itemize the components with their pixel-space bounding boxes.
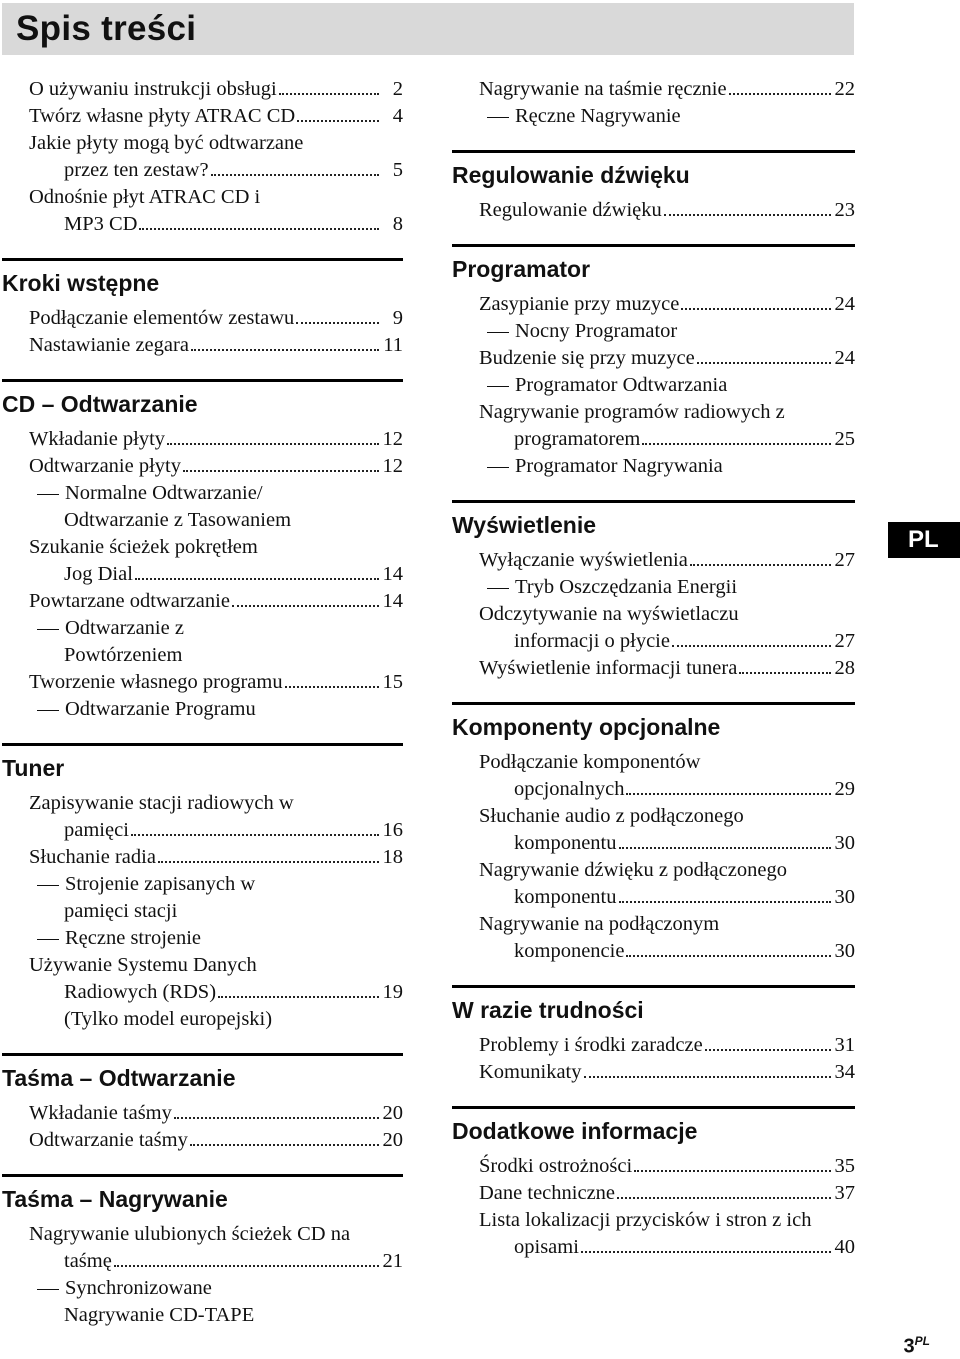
- toc-subentry-text: Nagrywanie CD-TAPE: [64, 1304, 255, 1326]
- dot-leader: [139, 228, 379, 230]
- toc-subentry: [2, 925, 403, 952]
- toc-section: [2, 1174, 403, 1329]
- toc-page-number: 19: [382, 981, 403, 1003]
- toc-entry-text: pamięci: [64, 819, 129, 841]
- toc-entry-line: [29, 332, 403, 359]
- section-heading: Tuner: [2, 743, 403, 784]
- toc-section-intro: [2, 76, 403, 238]
- dot-leader: [131, 834, 379, 836]
- toc-entry: [2, 130, 403, 184]
- em-dash: [37, 1289, 59, 1290]
- section-heading: Komponenty opcjonalne: [452, 702, 855, 743]
- toc-subentry: [2, 696, 403, 723]
- dot-leader: [279, 93, 379, 95]
- page-title: Spis treści: [16, 9, 197, 48]
- toc-entry-text: informacji o płycie: [514, 630, 670, 652]
- toc-entry-line: [479, 291, 855, 318]
- dot-leader: [681, 308, 831, 310]
- section-heading: Programator: [452, 244, 855, 285]
- toc-subentry-text: Programator Nagrywania: [515, 455, 723, 477]
- dot-leader: [619, 847, 832, 849]
- toc-entry-line: [479, 857, 855, 884]
- title-bar: [2, 3, 854, 55]
- toc-entry-text: przez ten zestaw?: [64, 159, 209, 181]
- toc-entry-text: MP3 CD: [64, 213, 138, 235]
- toc-subentry: [2, 871, 403, 898]
- toc-entry-line: [479, 803, 855, 830]
- toc-section: [452, 150, 855, 224]
- toc-entry-text: Odczytywanie na wyświetlaczu: [479, 603, 739, 625]
- toc-entry: [2, 426, 403, 453]
- toc-entry-line: [29, 790, 403, 817]
- toc-entry-text: opcjonalnych: [514, 778, 625, 800]
- toc-entry-line: [29, 426, 403, 453]
- toc-entry: [452, 76, 855, 103]
- toc-entry: [2, 76, 403, 103]
- toc-page-number: 23: [834, 199, 855, 221]
- toc-entry-text: Słuchanie radia: [29, 846, 156, 868]
- toc-note-text: (Tylko model europejski): [64, 1008, 273, 1030]
- toc-page-number: 28: [834, 657, 855, 679]
- toc-entry-text: Używanie Systemu Danych: [29, 954, 257, 976]
- dot-leader: [158, 861, 379, 863]
- toc-entry-text: Wkładanie płyty: [29, 428, 166, 450]
- toc-entry-text: Nagrywanie na podłączonym: [479, 913, 720, 935]
- toc-entry: [452, 655, 855, 682]
- toc-page-number: 25: [834, 428, 855, 450]
- toc-subentry-text: Normalne Odtwarzanie/: [65, 482, 263, 504]
- toc-entry-line: [479, 345, 855, 372]
- toc-entry-text: Szukanie ścieżek pokrętłem: [29, 536, 258, 558]
- toc-entry: [2, 669, 403, 696]
- toc-entry: [2, 1221, 403, 1275]
- dot-leader: [167, 443, 379, 445]
- toc-entry: [452, 857, 855, 911]
- toc-page-number: 37: [834, 1182, 855, 1204]
- em-dash: [37, 939, 59, 940]
- toc-subentry: [452, 318, 855, 345]
- toc-entry-text: Podłączanie elementów zestawu: [29, 307, 295, 329]
- toc-page-number: 34: [834, 1061, 855, 1083]
- toc-subentry: [452, 372, 855, 399]
- toc-entry-text: Zasypianie przy muzyce: [479, 293, 680, 315]
- toc-entry-line: [29, 1100, 403, 1127]
- dot-leader: [190, 1144, 379, 1146]
- toc-entry-line: [29, 130, 403, 157]
- dot-leader: [626, 955, 831, 957]
- toc-page-number: 15: [382, 671, 403, 693]
- em-dash: [487, 117, 509, 118]
- dot-leader: [581, 1251, 831, 1253]
- toc-subentry-text: Synchronizowane: [65, 1277, 212, 1299]
- toc-entry-line: [479, 911, 855, 938]
- dot-leader: [232, 605, 379, 607]
- dot-leader: [183, 470, 379, 472]
- toc-entry-line: [479, 1207, 855, 1234]
- section-heading: Taśma – Nagrywanie: [2, 1174, 403, 1215]
- toc-page-number: 12: [382, 428, 403, 450]
- toc-section: [2, 1053, 403, 1154]
- dot-leader: [729, 93, 831, 95]
- toc-entry-text: Radiowych (RDS): [64, 981, 217, 1003]
- toc-entry-line: [479, 1032, 855, 1059]
- toc-entry-text: Podłączanie komponentów: [479, 751, 701, 773]
- toc-entry: [452, 1153, 855, 1180]
- toc-entry-line: [29, 157, 403, 184]
- toc-entry-text: Budzenie się przy muzyce: [479, 347, 695, 369]
- page-number: [904, 1334, 930, 1359]
- toc-section: [2, 743, 403, 1033]
- toc-entry: [452, 291, 855, 318]
- toc-entry-text: Tworzenie własnego programu: [29, 671, 283, 693]
- em-dash: [37, 885, 59, 886]
- section-heading: CD – Odtwarzanie: [2, 379, 403, 420]
- toc-entry: [2, 305, 403, 332]
- section-heading: W razie trudności: [452, 985, 855, 1026]
- toc-page-number: 24: [834, 293, 855, 315]
- toc-subentry-text: Odtwarzanie z Tasowaniem: [64, 509, 292, 531]
- em-dash: [37, 629, 59, 630]
- toc-subentry-text: Nocny Programator: [515, 320, 678, 342]
- dot-leader: [285, 686, 379, 688]
- toc-page-number: 4: [392, 105, 403, 127]
- dot-leader: [114, 1265, 379, 1267]
- toc-note: [2, 1006, 403, 1033]
- toc-page-number: 40: [834, 1236, 855, 1258]
- toc-entry-text: Słuchanie audio z podłączonego: [479, 805, 744, 827]
- toc-entry-line: [29, 979, 403, 1006]
- toc-subentry: [452, 103, 855, 130]
- toc-entry-text: Powtarzane odtwarzanie: [29, 590, 230, 612]
- section-heading: Dodatkowe informacje: [452, 1106, 855, 1147]
- toc-entry: [452, 803, 855, 857]
- dot-leader: [218, 996, 379, 998]
- toc-entry-text: Wyłączanie wyświetlenia: [479, 549, 688, 571]
- toc-page-number: 30: [834, 886, 855, 908]
- dot-leader: [697, 362, 831, 364]
- toc-subentry: [452, 453, 855, 480]
- dot-leader: [634, 1170, 831, 1172]
- toc-section: [452, 985, 855, 1086]
- toc-entry-text: Zapisywanie stacji radiowych w: [29, 792, 294, 814]
- toc-page-number: 35: [834, 1155, 855, 1177]
- toc-page-number: 16: [382, 819, 403, 841]
- toc-page-number: 14: [382, 590, 403, 612]
- toc-entry: [2, 332, 403, 359]
- toc-entry-line: [29, 844, 403, 871]
- toc-entry: [452, 601, 855, 655]
- toc-entry-line: [479, 749, 855, 776]
- section-heading: Taśma – Odtwarzanie: [2, 1053, 403, 1094]
- toc-right-column: [452, 76, 855, 1261]
- toc-entry-text: Nagrywanie programów radiowych z: [479, 401, 785, 423]
- em-dash: [487, 467, 509, 468]
- toc-subentry-text: Powtórzeniem: [64, 644, 183, 666]
- toc-entry-line: [479, 197, 855, 224]
- toc-subentry: [2, 1302, 403, 1329]
- em-dash: [487, 332, 509, 333]
- toc-entry-line: [29, 1127, 403, 1154]
- em-dash: [37, 710, 59, 711]
- toc-entry-line: [29, 817, 403, 844]
- toc-entry-line: [29, 952, 403, 979]
- toc-entry-line: [479, 1180, 855, 1207]
- toc-subentry: [2, 642, 403, 669]
- dot-leader: [297, 120, 379, 122]
- toc-section-intro: [452, 76, 855, 130]
- toc-subentry: [2, 480, 403, 507]
- dot-leader: [211, 174, 379, 176]
- toc-entry-line: [479, 1153, 855, 1180]
- toc-entry-line: [29, 534, 403, 561]
- toc-entry-text: Odtwarzanie taśmy: [29, 1129, 188, 1151]
- toc-subentry: [2, 507, 403, 534]
- toc-entry: [452, 911, 855, 965]
- toc-entry-text: opisami: [514, 1236, 579, 1258]
- toc-entry: [2, 1100, 403, 1127]
- toc-entry-line: [29, 305, 403, 332]
- toc-subentry: [2, 1275, 403, 1302]
- toc-entry-line: [479, 884, 855, 911]
- toc-entry: [452, 1207, 855, 1261]
- toc-entry: [2, 844, 403, 871]
- toc-entry-line: [29, 669, 403, 696]
- toc-subentry-text: Programator Odtwarzania: [515, 374, 728, 396]
- toc-entry-text: O używaniu instrukcji obsługi: [29, 78, 277, 100]
- toc-entry-line: [479, 76, 855, 103]
- toc-entry-line: [29, 561, 403, 588]
- toc-subentry-text: Strojenie zapisanych w: [65, 873, 256, 895]
- toc-entry: [2, 184, 403, 238]
- dot-leader: [174, 1117, 379, 1119]
- toc-entry-line: [479, 776, 855, 803]
- toc-entry: [452, 547, 855, 574]
- toc-entry-text: komponentu: [514, 832, 617, 854]
- toc-page-number: 20: [382, 1129, 403, 1151]
- toc-entry-text: Odnośnie płyt ATRAC CD i: [29, 186, 261, 208]
- dot-leader: [672, 645, 831, 647]
- dot-leader: [135, 578, 379, 580]
- toc-subentry-text: Tryb Oszczędzania Energii: [515, 576, 738, 598]
- toc-entry-line: [479, 399, 855, 426]
- toc-entry-text: Wkładanie taśmy: [29, 1102, 172, 1124]
- toc-section: [452, 702, 855, 965]
- toc-page-number: 21: [382, 1250, 403, 1272]
- toc-subentry-text: Odtwarzanie z: [65, 617, 184, 639]
- toc-page-number: 2: [392, 78, 403, 100]
- toc-section: [2, 258, 403, 359]
- toc-entry-line: [29, 211, 403, 238]
- toc-entry-text: Nagrywanie na taśmie ręcznie: [479, 78, 727, 100]
- dot-leader: [739, 672, 831, 674]
- toc-subentry-text: Ręczne Nagrywanie: [515, 105, 681, 127]
- toc-entry-text: programatorem: [514, 428, 641, 450]
- page-number-suffix: PL: [914, 1334, 930, 1348]
- toc-subentry: [2, 898, 403, 925]
- toc-entry-text: Nastawianie zegara: [29, 334, 189, 356]
- toc-entry: [2, 534, 403, 588]
- toc-entry-line: [29, 1221, 403, 1248]
- toc-section: [452, 500, 855, 682]
- dot-leader: [642, 443, 831, 445]
- toc-page-number: 27: [834, 549, 855, 571]
- toc-entry-text: Środki ostrożności: [479, 1155, 633, 1177]
- toc-entry: [2, 790, 403, 844]
- toc-subentry-text: Odtwarzanie Programu: [65, 698, 256, 720]
- dot-leader: [617, 1197, 831, 1199]
- toc-section: [452, 1106, 855, 1261]
- dot-leader: [191, 349, 379, 351]
- toc-entry-line: [479, 1234, 855, 1261]
- dot-leader: [626, 793, 831, 795]
- toc-entry-text: Wyświetlenie informacji tunera: [479, 657, 738, 679]
- toc-page-number: 9: [392, 307, 403, 329]
- page-number-value: 3: [903, 1335, 915, 1358]
- toc-entry-line: [29, 588, 403, 615]
- toc-entry-line: [479, 547, 855, 574]
- toc-entry-line: [479, 628, 855, 655]
- toc-entry-text: Komunikaty: [479, 1061, 582, 1083]
- dot-leader: [690, 564, 831, 566]
- toc-subentry: [2, 615, 403, 642]
- toc-page-number: 24: [834, 347, 855, 369]
- toc-entry: [2, 952, 403, 1006]
- toc-entry-line: [479, 830, 855, 857]
- toc-entry-line: [29, 103, 403, 130]
- toc-entry-text: Dane techniczne: [479, 1182, 616, 1204]
- toc-entry: [452, 197, 855, 224]
- toc-page-number: 31: [834, 1034, 855, 1056]
- dot-leader: [619, 901, 832, 903]
- toc-entry: [452, 345, 855, 372]
- toc-page-number: 11: [383, 334, 403, 356]
- toc-page-number: 30: [834, 832, 855, 854]
- toc-entry-line: [29, 1248, 403, 1275]
- toc-entry-text: Regulowanie dźwięku: [479, 199, 662, 221]
- toc-entry-text: komponentu: [514, 886, 617, 908]
- toc-entry-text: Nagrywanie dźwięku z podłączonego: [479, 859, 787, 881]
- toc-page-number: 8: [392, 213, 403, 235]
- toc-page-number: 22: [834, 78, 855, 100]
- em-dash: [487, 588, 509, 589]
- section-heading: Regulowanie dźwięku: [452, 150, 855, 191]
- toc-page-number: 27: [834, 630, 855, 652]
- toc-entry-text: Nagrywanie ulubionych ścieżek CD na: [29, 1223, 351, 1245]
- toc-entry-text: Twórz własne płyty ATRAC CD: [29, 105, 296, 127]
- toc-subentry-text: pamięci stacji: [64, 900, 178, 922]
- toc-entry-line: [479, 601, 855, 628]
- toc-page-number: 30: [834, 940, 855, 962]
- toc-entry-text: Odtwarzanie płyty: [29, 455, 181, 477]
- toc-subentry-text: Ręczne strojenie: [65, 927, 202, 949]
- toc-entry: [2, 103, 403, 130]
- toc-entry-text: Problemy i środki zaradcze: [479, 1034, 703, 1056]
- em-dash: [487, 386, 509, 387]
- toc-section: [452, 244, 855, 480]
- toc-entry-line: [479, 1059, 855, 1086]
- toc-page-number: 14: [382, 563, 403, 585]
- toc-entry: [2, 588, 403, 615]
- toc-entry-line: [479, 655, 855, 682]
- toc-page-number: 5: [392, 159, 403, 181]
- toc-entry-line: [29, 453, 403, 480]
- toc-entry: [2, 453, 403, 480]
- toc-entry: [452, 749, 855, 803]
- toc-entry-text: Jakie płyty mogą być odtwarzane: [29, 132, 304, 154]
- toc-entry: [2, 1127, 403, 1154]
- toc-page-number: 18: [382, 846, 403, 868]
- toc-entry: [452, 399, 855, 453]
- toc-left-column: [2, 76, 403, 1329]
- toc-page-number: 12: [382, 455, 403, 477]
- toc-entry-line: [29, 184, 403, 211]
- toc-entry-line: [29, 76, 403, 103]
- toc-page-number: 20: [382, 1102, 403, 1124]
- toc-page-number: 29: [834, 778, 855, 800]
- toc-subentry: [452, 574, 855, 601]
- dot-leader: [584, 1076, 832, 1078]
- toc-entry-text: komponencie: [514, 940, 625, 962]
- toc-entry-line: [479, 426, 855, 453]
- section-heading: Kroki wstępne: [2, 258, 403, 299]
- toc-entry-text: taśmę: [64, 1250, 112, 1272]
- em-dash: [37, 494, 59, 495]
- dot-leader: [296, 322, 379, 324]
- toc-entry: [452, 1059, 855, 1086]
- toc-entry-text: Jog Dial: [64, 563, 133, 585]
- section-heading: Wyświetlenie: [452, 500, 855, 541]
- toc-entry-line: [479, 938, 855, 965]
- toc-entry-text: Lista lokalizacji przycisków i stron z ich: [479, 1209, 812, 1231]
- dot-leader: [664, 214, 831, 216]
- toc-section: [2, 379, 403, 723]
- dot-leader: [705, 1049, 831, 1051]
- toc-entry: [452, 1180, 855, 1207]
- language-tab: PL: [888, 522, 960, 558]
- toc-entry: [452, 1032, 855, 1059]
